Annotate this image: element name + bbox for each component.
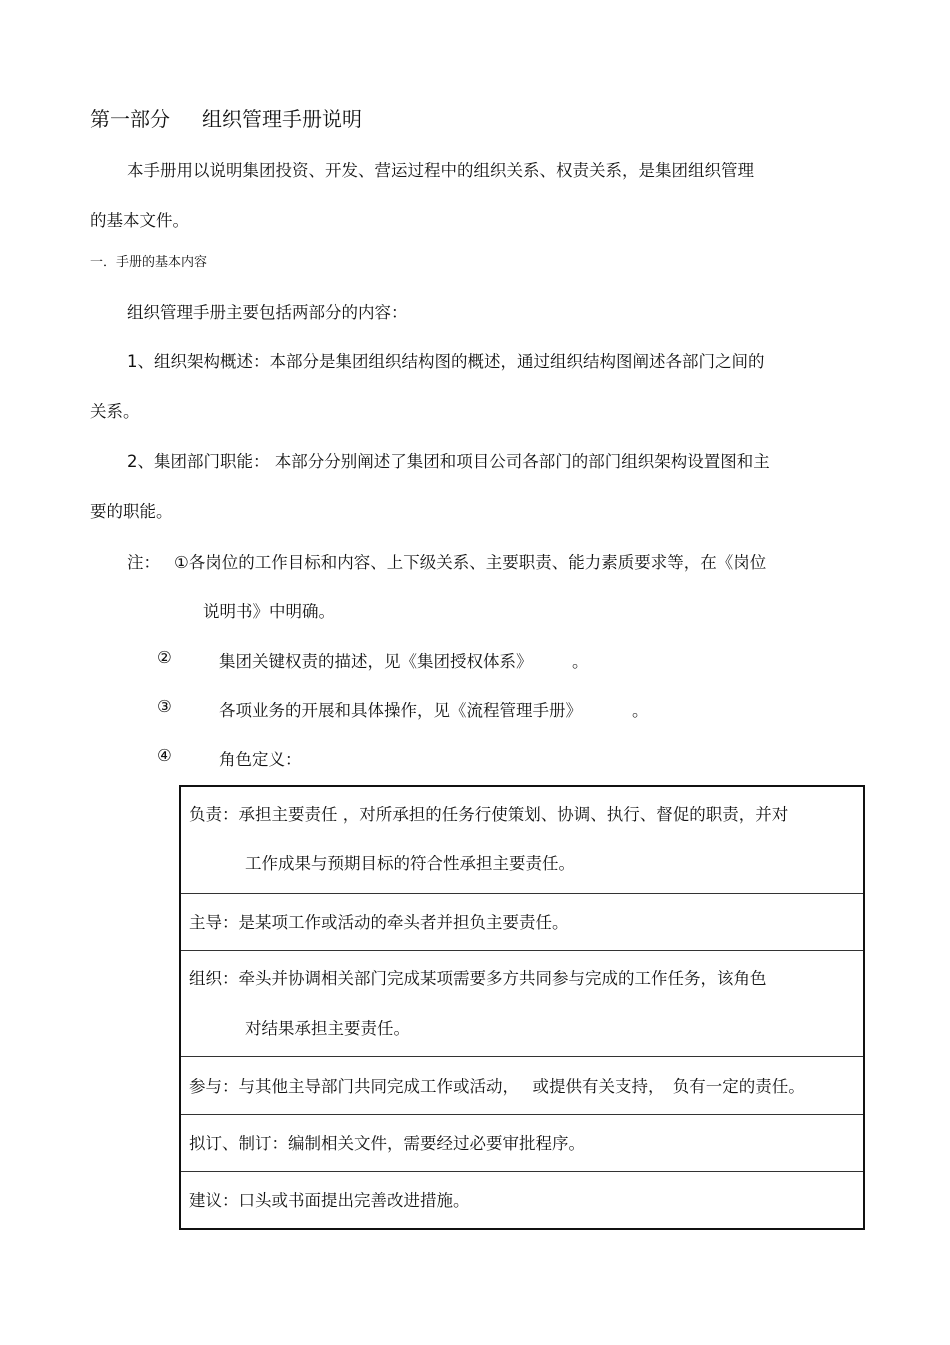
- role-line-1: 参与：与其他主导部门共同完成工作或活动， 或提供有关支持， 负有一定的责任。: [189, 1077, 805, 1096]
- section-part: 第一部分: [90, 107, 170, 131]
- note-1-line-1: ①各岗位的工作目标和内容、上下级关系、主要职责、能力素质要求等，在《岗位: [174, 553, 767, 572]
- role-line-1: 负责：承担主要责任 ，对所承担的任务行使策划、协调、执行、督促的职责，并对: [189, 805, 789, 824]
- role-row-draft: [181, 1115, 863, 1172]
- content-lead: 组织管理手册主要包括两部分的内容：: [127, 303, 408, 322]
- role-row-responsible: [181, 787, 863, 894]
- subheading: 一．手册的基本内容: [90, 255, 208, 270]
- note-3-end: 。: [632, 701, 649, 720]
- note-4-text: 角色定义：: [219, 750, 302, 769]
- note-1-line-2: 说明书》中明确。: [203, 602, 335, 621]
- role-row-participate: [181, 1057, 863, 1115]
- role-row-lead: [181, 894, 863, 951]
- note-4-mark: ④: [157, 746, 172, 765]
- item2-line-2: 要的职能。: [90, 502, 173, 521]
- intro-line-1: 本手册用以说明集团投资、开发、营运过程中的组织关系、权责关系，是集团组织管理: [127, 161, 754, 180]
- role-line-1: 组织：牵头并协调相关部门完成某项需要多方共同参与完成的工作任务，该角色: [189, 969, 767, 988]
- note-2-end: 。: [572, 652, 589, 671]
- note-3-mark: ③: [157, 697, 172, 716]
- item2-line-1: 2、集团部门职能： 本部分分别阐述了集团和项目公司各部门的部门组织架构设置图和主: [127, 452, 770, 471]
- section-title: 组织管理手册说明: [202, 107, 362, 131]
- role-row-suggest: [181, 1172, 863, 1228]
- note-label: 注：: [127, 553, 160, 572]
- note-3-text: 各项业务的开展和具体操作，见《流程管理手册》: [219, 701, 582, 720]
- note-2-text: 集团关键权责的描述，见《集团授权体系》: [219, 652, 533, 671]
- role-line-1: 主导：是某项工作或活动的牵头者并担负主要责任。: [189, 913, 569, 932]
- role-row-organize: [181, 951, 863, 1057]
- intro-line-2: 的基本文件。: [90, 211, 189, 230]
- role-line-1: 建议：口头或书面提出完善改进措施。: [189, 1191, 470, 1210]
- note-2-mark: ②: [157, 648, 172, 667]
- section-heading: [90, 103, 362, 132]
- role-definition-table: [179, 785, 865, 1230]
- item1-line-1: 1、组织架构概述：本部分是集团组织结构图的概述，通过组织结构图阐述各部门之间的: [127, 352, 765, 371]
- role-line-1: 拟订、制订：编制相关文件，需要经过必要审批程序。: [189, 1134, 585, 1153]
- item1-line-2: 关系。: [90, 402, 140, 421]
- role-line-2: 对结果承担主要责任。: [245, 1019, 410, 1038]
- role-line-2: 工作成果与预期目标的符合性承担主要责任。: [245, 854, 575, 873]
